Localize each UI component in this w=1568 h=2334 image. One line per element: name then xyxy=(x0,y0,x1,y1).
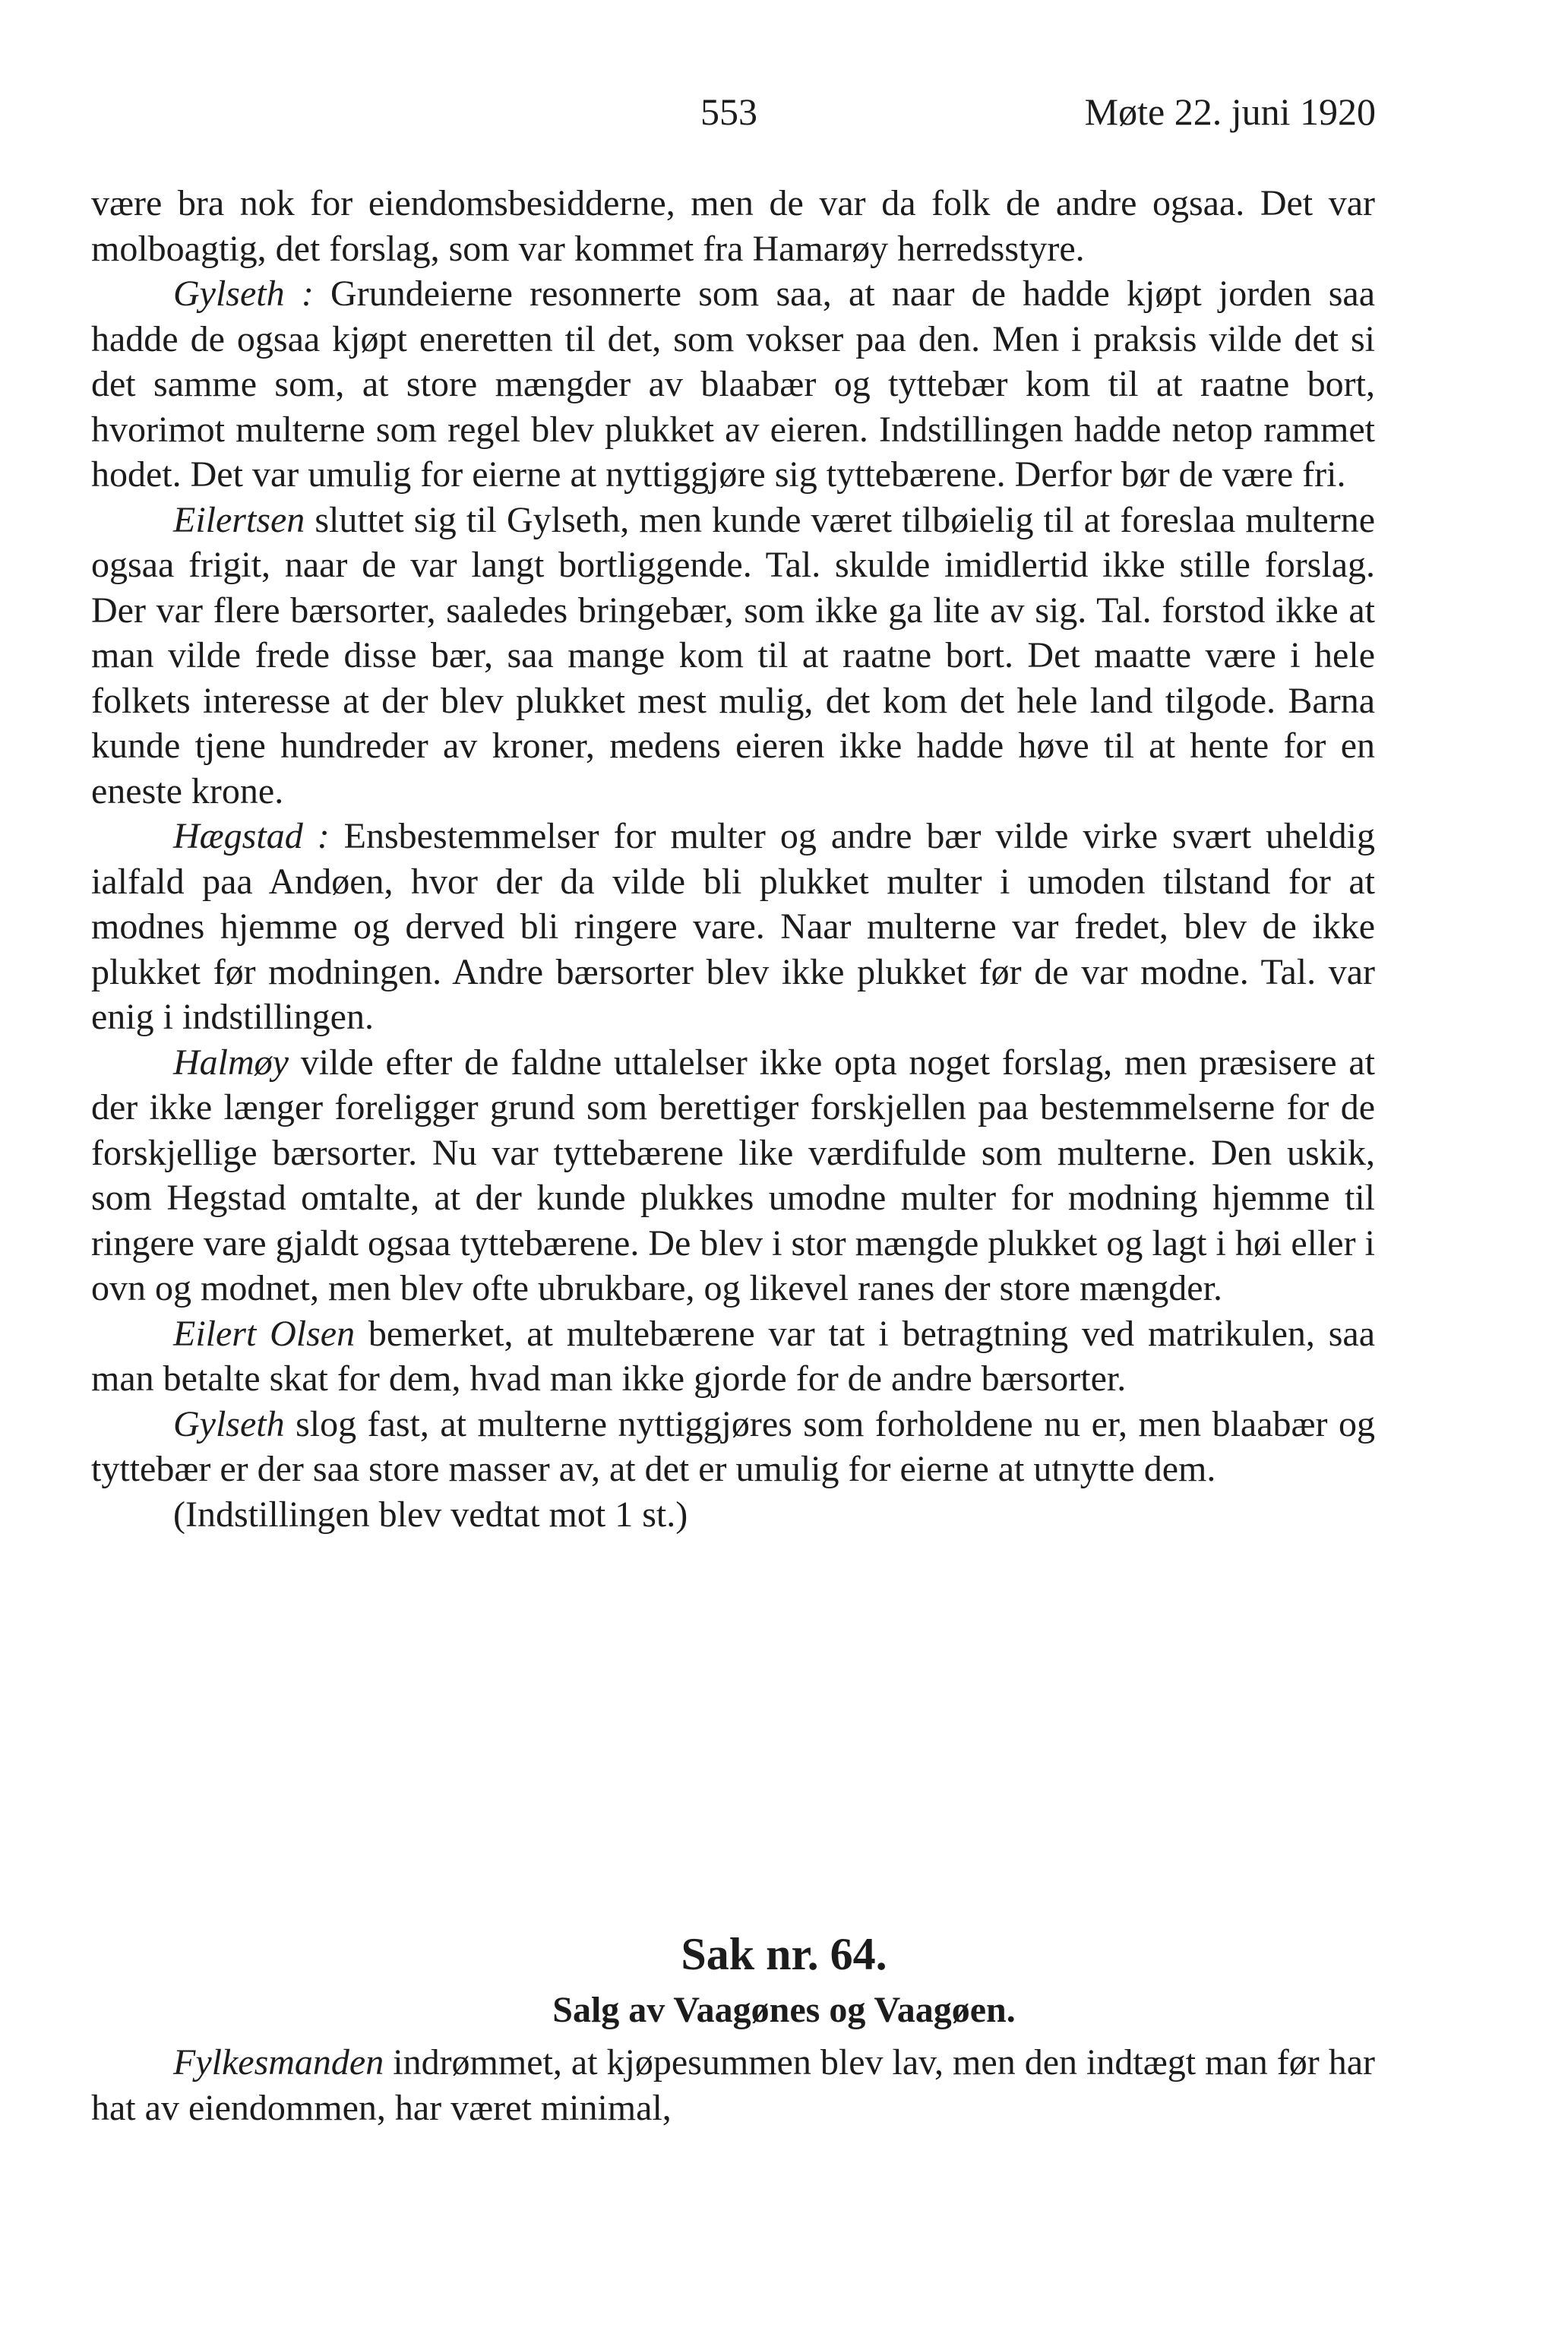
paragraph-text: indrømmet, at kjøpesummen blev lav, men den indtægt man før har hat av eiendommen, har været minimal, xyxy=(91,2042,1375,2128)
section-paragraph xyxy=(91,2040,1375,2130)
paragraph-text: være bra nok for eiendomsbesidderne, men de var da folk de andre ogsaa. Det var molboagtig, det forslag, som var kommet fra Hamarøy herredsstyre. xyxy=(91,183,1375,269)
paragraph-5 xyxy=(91,1040,1375,1311)
paragraph-text: sluttet sig til Gylseth, men kunde været tilbøielig til at foreslaa multerne ogsaa frigit, naar de var langt bortliggende. Tal. skulde imidlertid ikke stille forslag. Der var flere bærsorter, saaledes bringebær, som ikke ga lite av sig. Tal. forstod ikke at man vilde frede disse bær, saa mange kom til at raatne bort. Det maatte være i hele folkets interesse at der blev plukket mest mulig, det kom det hele land tilgode. Barna kunde tjene hundreder av kroner, medens eieren ikke hadde høve til at hente for en eneste krone. xyxy=(91,499,1375,811)
body-text xyxy=(91,181,1375,1537)
paragraph-text: (Indstillingen blev vedtat mot 1 st.) xyxy=(173,1494,688,1535)
paragraph-text: Ensbestemmelser for multer og andre bær vilde virke svært uheldig ialfald paa Andøen, hvor der da vilde bli plukket multer i umoden tilstand for at modnes hjemme og derved bli ringere vare. Naar multerne var fredet, blev de ikke plukket før modningen. Andre bærsorter blev ikke plukket før de var modne. Tal. var enig i indstillingen. xyxy=(91,816,1376,1037)
paragraph-text: vilde efter de faldne uttalelser ikke opta noget forslag, men præsisere at der ikke længer foreligger grund som berettiger forskjellen paa bestemmelserne for de forskjellige bærsorter. Nu var tyttebærene like værdifulde som multerne. Den uskik, som Hegstad omtalte, at der kunde plukkes umodne multer for modning hjemme til ringere vare gjaldt ogsaa tyttebærene. De blev i stor mængde plukket og lagt i høi eller i ovn og modnet, men blev ofte ubrukbare, og likevel ranes der store mængder. xyxy=(91,1042,1375,1308)
speaker-name: Gylseth xyxy=(173,1403,285,1444)
section-heading: Sak nr. 64. xyxy=(681,1929,887,1979)
section-subheading: Salg av Vaagønes og Vaagøen. xyxy=(552,1990,1016,2030)
section-body xyxy=(91,2040,1375,2130)
paragraph-6 xyxy=(91,1311,1375,1402)
speaker-name: Gylseth : xyxy=(173,274,314,314)
paragraph-4 xyxy=(91,814,1375,1040)
paragraph-7 xyxy=(91,1402,1375,1492)
paragraph-8 xyxy=(91,1492,1375,1538)
speaker-name: Hægstad : xyxy=(173,816,330,856)
page-number: 553 xyxy=(700,90,757,133)
paragraph-text: Grundeierne resonnerte som saa, at naar de hadde kjøpt jorden saa hadde de ogsaa kjøpt eneretten til det, som vokser paa den. Men i praksis vilde det si det samme som, at store mængder av blaabær og tyttebær kom til at raatne bort, hvorimot multerne som regel blev plukket av eieren. Indstillingen hadde netop rammet hodet. Det var umulig for eierne at nyttiggjøre sig tyttebærene. Derfor bør de være fri. xyxy=(91,274,1375,495)
paragraph-2 xyxy=(91,271,1375,498)
speaker-name: Eilertsen xyxy=(173,499,305,540)
running-head: Møte 22. juni 1920 xyxy=(1084,90,1376,133)
paragraph-3 xyxy=(91,498,1375,814)
page-header xyxy=(0,90,1568,143)
paragraph-1 xyxy=(91,181,1375,271)
paragraph-text: slog fast, at multerne nyttiggjøres som forholdene nu er, men blaabær og tyttebær er der saa store masser av, at det er umulig for eierne at utnytte dem. xyxy=(91,1403,1375,1489)
speaker-name: Fylkesmanden xyxy=(173,2042,384,2083)
paragraph-text: bemerket, at multebærene var tat i betragtning ved matrikulen, saa man betalte skat for dem, hvad man ikke gjorde for de andre bærsorter. xyxy=(91,1313,1376,1399)
speaker-name: Eilert Olsen xyxy=(173,1313,356,1354)
speaker-name: Halmøy xyxy=(173,1042,289,1083)
